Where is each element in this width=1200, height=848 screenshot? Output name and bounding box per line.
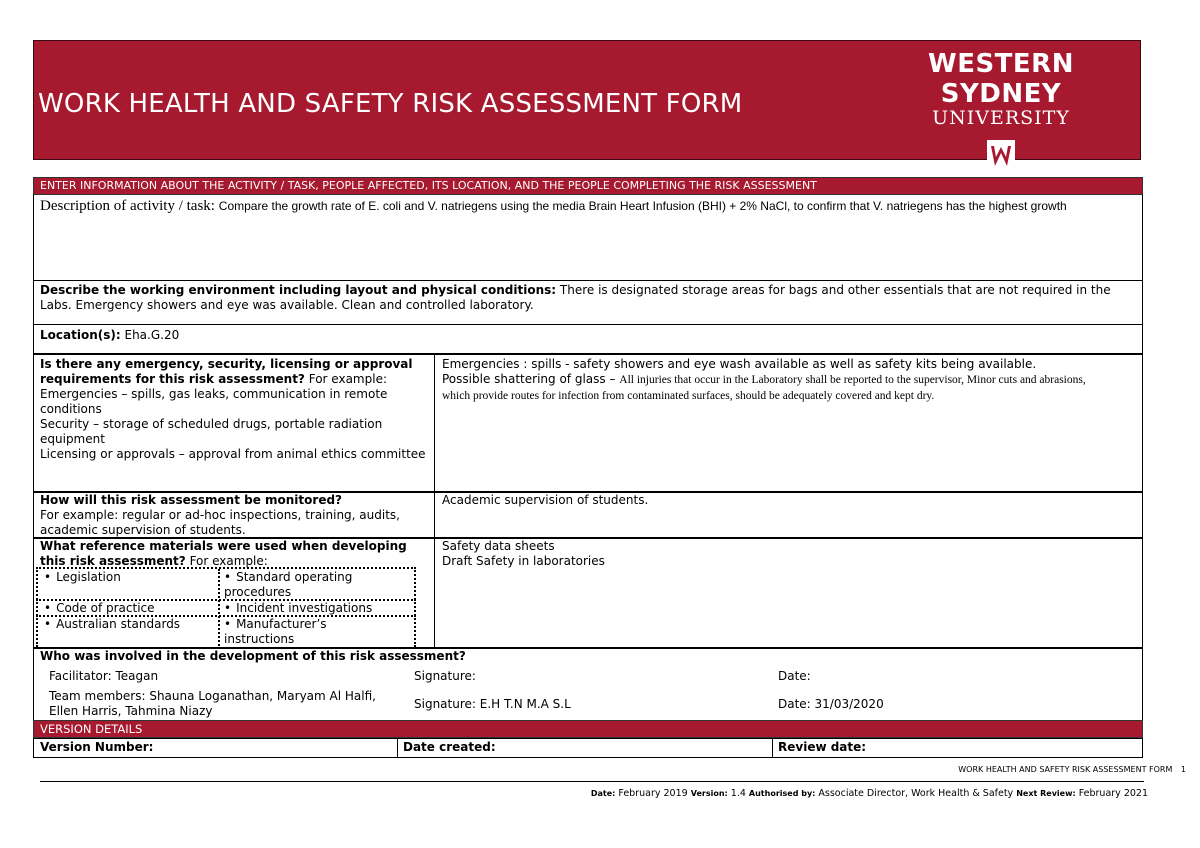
ref-item-sop: • Standard operating procedures [224,570,394,599]
emergency-answer-cell [442,357,1102,404]
references-question: What reference materials were used when developing this risk assessment? [40,539,407,568]
emergency-example: Security – storage of scheduled drugs, portable radiation equipment [40,417,383,446]
footer-authorised-value: Associate Director, Work Health & Safety [818,788,1014,799]
footer-review-value: February 2021 [1078,788,1148,799]
form-title: WORK HEALTH AND SAFETY RISK ASSESSMENT FORM [38,89,743,119]
version-details-bar: VERSION DETAILS [33,720,1143,738]
footer-review-label: Next Review: [1016,789,1076,798]
references-question-cell [40,539,432,568]
column-divider [397,739,398,757]
environment-value: There is designated storage areas for bags and other essentials that are not required in the Labs. Emergency showers and eye was available. Clean and controlled laboratory. [40,283,1111,312]
section-activity-bar: ENTER INFORMATION ABOUT THE ACTIVITY / TASK, PEOPLE AFFECTED, ITS LOCATION, AND THE PEOPLE COMPLETING THE RISK ASSESSMENT [33,177,1143,195]
ref-item-legislation: • Legislation [44,570,214,585]
table-border-left [33,195,34,720]
footer-rule [40,781,1144,782]
monitoring-example: For example: regular or ad-hoc inspections, training, audits, academic supervision of students. [40,508,400,537]
footer-date-value: February 2019 [618,788,688,799]
emergency-example: Licensing or approvals – approval from animal ethics committee [40,447,426,461]
footer-form-title: WORK HEALTH AND SAFETY RISK ASSESSMENT FORM 1 [958,765,1186,774]
column-divider [772,739,773,757]
footer-version-label: Version: [690,789,728,798]
environment-label: Describe the working environment including layout and physical conditions: [40,283,557,297]
ref-item-incident-investigations: • Incident investigations [224,601,394,616]
grid-divider [218,569,220,649]
row-divider [33,280,1143,281]
team-members-field: Team members: Shauna Loganathan, Maryam Al Halfi, Ellen Harris, Tahmina Niazy [49,689,376,718]
ref-item-manufacturer-instructions: • Manufacturer’s instructions [224,617,394,646]
emergency-answer-line2-start: Possible shattering of glass – [442,372,616,386]
emergency-question-tail: For example: [308,372,387,386]
team-signature-field: Signature: E.H T.N M.A S.L [414,697,571,711]
location-field [40,328,1040,343]
references-answer-cell [442,539,1102,568]
logo-wordmark-line2: UNIVERSITY [932,107,1070,129]
description-value: Compare the growth rate of E. coli and V. natriegens using the media Brain Heart Infusion (BHI) + 2% NaCl, to confirm that V. natriegens has the highest growth [218,199,1067,213]
date-created-field: Date created: [403,740,496,754]
form-header [33,40,1141,160]
references-question-tail: For example: [189,553,268,568]
footer-authorised-label: Authorised by: [748,789,816,798]
footer-version-value: 1.4 [730,788,746,799]
row-divider [33,353,1143,355]
team-date-field: Date: 31/03/2020 [778,697,884,711]
emergency-answer-line2-rest: All injuries that occur in the Laboratory shall be reported to the supervisor, Minor cuts and abrasions, which provide routes for infection from contaminated surfaces, should be adequately covered and kept dry. [442,374,1086,402]
table-border-right [1142,195,1143,720]
ref-item-code-of-practice: • Code of practice [44,601,214,616]
emergency-answer-line1: Emergencies : spills - safety showers and eye wash available as well as safety kits being available. [442,357,1037,371]
ref-item-australian-standards: • Australian standards [44,617,214,632]
row-divider [33,324,1143,325]
references-answer-line2: Draft Safety in laboratories [442,553,605,568]
location-value: Eha.G.20 [124,328,180,342]
review-date-field: Review date: [778,740,867,754]
monitoring-answer: Academic supervision of students. [442,493,649,507]
description-field [40,199,1136,214]
monitoring-question: How will this risk assessment be monitored? [40,493,343,507]
university-crest-icon [986,139,1016,179]
involved-heading: Who was involved in the development of this risk assessment? [40,649,466,663]
facilitator-signature-field: Signature: [414,669,476,683]
facilitator-field: Facilitator: Teagan [49,669,159,683]
references-answer-line1: Safety data sheets [442,539,555,553]
grid-row-divider [36,615,416,617]
footer-meta [591,788,1148,799]
university-logo [866,47,1136,157]
description-label: Description of activity / task: [40,198,215,214]
emergency-question-cell [40,357,432,462]
page-number: 1 [1180,765,1186,774]
footer-date-label: Date: [590,789,616,798]
facilitator-date-field: Date: [778,669,811,683]
environment-field [40,283,1120,313]
grid-row-divider [36,599,416,601]
emergency-question: Is there any emergency, security, licensing or approval requirements for this risk assessment? [40,357,413,386]
monitoring-question-cell [40,493,432,538]
logo-wordmark-line1: WESTERN SYDNEY [928,49,1074,109]
version-number-field: Version Number: [40,740,154,754]
location-label: Location(s): [40,328,121,342]
column-divider [434,355,435,648]
emergency-example: Emergencies – spills, gas leaks, communication in remote conditions [40,387,388,416]
